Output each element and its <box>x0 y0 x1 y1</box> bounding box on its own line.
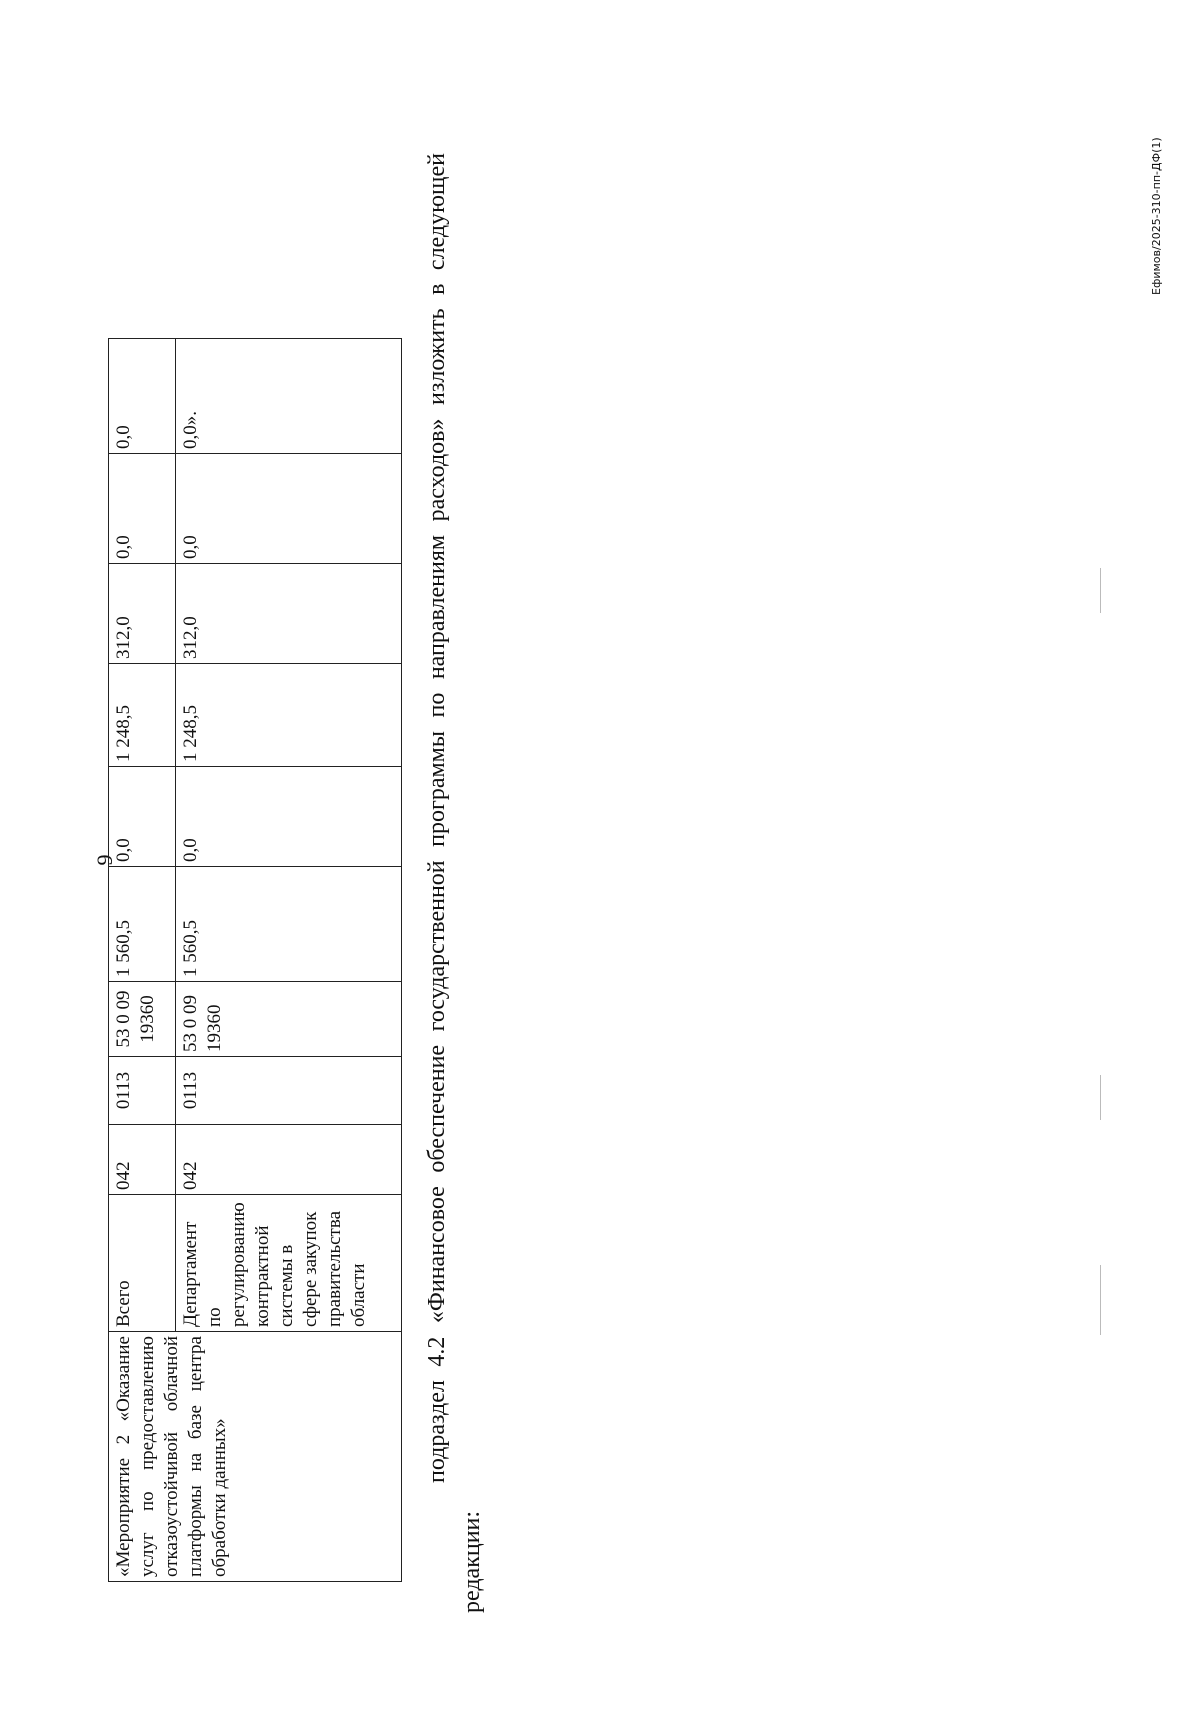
value-cell: 1 560,5 <box>176 867 402 982</box>
value-cell: 0,0 <box>109 767 176 867</box>
csr-cell: 53 0 09 19360 <box>176 982 402 1057</box>
executor-cell: Всего <box>109 1195 176 1332</box>
value-cell: 0,0 <box>176 767 402 867</box>
document-code: Ефимов/2025-310-пп-ДФ(1) <box>1150 137 1163 295</box>
csr-cell: 53 0 09 19360 <box>109 982 176 1057</box>
value-cell: 1 248,5 <box>176 664 402 767</box>
scan-mark <box>1100 1265 1101 1335</box>
executor-cell: Департамент по регулированию контрактной системы в сфере закупок правительства области <box>176 1195 402 1332</box>
value-cell: 1 248,5 <box>109 664 176 767</box>
scan-mark <box>1100 1075 1101 1120</box>
value-cell: 312,0 <box>176 564 402 664</box>
scan-mark <box>1100 568 1101 613</box>
table-row <box>109 339 176 1582</box>
value-cell: 1 560,5 <box>109 867 176 982</box>
financing-table <box>108 338 402 1582</box>
rzpr-cell: 0113 <box>176 1057 402 1125</box>
value-cell: 0,0». <box>176 339 402 454</box>
rzpr-cell: 0113 <box>109 1057 176 1125</box>
page-number: 9 <box>92 854 117 866</box>
value-cell: 312,0 <box>109 564 176 664</box>
value-cell: 0,0 <box>176 454 402 564</box>
value-cell: 0,0 <box>109 339 176 454</box>
grbs-cell: 042 <box>109 1125 176 1195</box>
body-paragraph: подраздел 4.2 «Финансовое обеспечение государственной программы по направлениям расходов» изложить в следующей редакции: <box>424 153 485 1613</box>
event-name-cell: «Мероприятие 2 «Оказание услуг по предоставлению отказоустойчивой облачной платформы на базе центра обработки данных» <box>109 1332 402 1582</box>
grbs-cell: 042 <box>176 1125 402 1195</box>
value-cell: 0,0 <box>109 454 176 564</box>
